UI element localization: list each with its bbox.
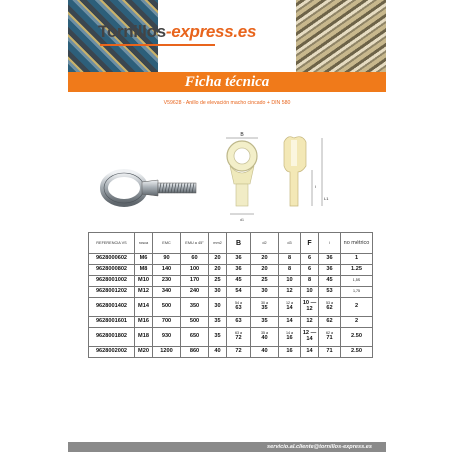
diagram-label-l: l bbox=[315, 184, 316, 189]
table-cell: 12 a 14 bbox=[279, 298, 301, 317]
table-row bbox=[89, 298, 373, 317]
table-cell: 2 bbox=[341, 317, 373, 328]
technical-diagram bbox=[206, 126, 336, 230]
table-cell: 9628001202 bbox=[89, 287, 135, 298]
table-cell: 53 bbox=[319, 287, 341, 298]
table-cell: 30 bbox=[209, 287, 227, 298]
table-cell: 9628002002 bbox=[89, 347, 135, 358]
header-cell: d3 bbox=[279, 233, 301, 254]
table-cell: 36 bbox=[319, 265, 341, 276]
header-cell: rosca bbox=[135, 233, 153, 254]
header-cell: l bbox=[319, 233, 341, 254]
table-cell: 12 — 14 bbox=[301, 328, 319, 347]
table-cell: 650 bbox=[181, 328, 209, 347]
header-cell: F bbox=[301, 233, 319, 254]
table-cell: 20 bbox=[251, 265, 279, 276]
table-cell: 20 bbox=[251, 254, 279, 265]
table-cell: 230 bbox=[153, 276, 181, 287]
table-cell: M8 bbox=[135, 265, 153, 276]
header-cell: EMU a 45° bbox=[181, 233, 209, 254]
table-cell: 8 bbox=[279, 265, 301, 276]
table-cell: 63 a 72 bbox=[227, 328, 251, 347]
contact-email[interactable]: servicio.al.cliente@tornillos-express.es bbox=[267, 444, 372, 450]
table-cell: 35 bbox=[209, 317, 227, 328]
table-cell: 40 bbox=[251, 347, 279, 358]
table-cell: 140 bbox=[153, 265, 181, 276]
table-cell: 1,75 bbox=[341, 287, 373, 298]
table-cell: 36 bbox=[319, 254, 341, 265]
table-cell: 500 bbox=[181, 317, 209, 328]
table-row bbox=[89, 287, 373, 298]
spec-table bbox=[88, 232, 373, 358]
table-cell: 340 bbox=[153, 287, 181, 298]
table-cell: M6 bbox=[135, 254, 153, 265]
table-cell: 14 bbox=[279, 317, 301, 328]
table-cell: M10 bbox=[135, 276, 153, 287]
table-cell: 100 bbox=[181, 265, 209, 276]
table-cell: 54 a 63 bbox=[227, 298, 251, 317]
table-cell: 53 a 62 bbox=[319, 298, 341, 317]
table-cell: 10 bbox=[301, 287, 319, 298]
table-cell: 63 bbox=[227, 317, 251, 328]
table-cell: M16 bbox=[135, 317, 153, 328]
table-cell: 350 bbox=[181, 298, 209, 317]
table-cell: 8 bbox=[301, 276, 319, 287]
table-cell: 16 bbox=[279, 347, 301, 358]
table-header-row bbox=[89, 233, 373, 254]
table-cell: 9628001002 bbox=[89, 276, 135, 287]
header-cell: mm2 bbox=[209, 233, 227, 254]
table-cell: 20 bbox=[209, 265, 227, 276]
table-cell: 62 a 71 bbox=[319, 328, 341, 347]
table-row bbox=[89, 276, 373, 287]
table-cell: 35 bbox=[209, 328, 227, 347]
header-cell: no métrico bbox=[341, 233, 373, 254]
table-cell: 9628000802 bbox=[89, 265, 135, 276]
table-cell: 860 bbox=[181, 347, 209, 358]
table-cell: 2.50 bbox=[341, 328, 373, 347]
table-cell: 10 — 12 bbox=[301, 298, 319, 317]
table-cell: 90 bbox=[153, 254, 181, 265]
table-cell: 6 bbox=[301, 265, 319, 276]
table-cell: 30 a 35 bbox=[251, 298, 279, 317]
page-title: Ficha técnica bbox=[184, 73, 270, 90]
table-cell: 170 bbox=[181, 276, 209, 287]
diagram-label-d1: d1 bbox=[240, 218, 244, 222]
table-cell: 36 bbox=[227, 254, 251, 265]
eyebolt-photo bbox=[98, 156, 210, 218]
table-cell: 30 bbox=[251, 287, 279, 298]
table-cell: 25 bbox=[251, 276, 279, 287]
table-cell: 54 bbox=[227, 287, 251, 298]
table-cell: 6 bbox=[301, 254, 319, 265]
table-cell: 12 bbox=[279, 287, 301, 298]
table-cell: 9628000602 bbox=[89, 254, 135, 265]
table-cell: 930 bbox=[153, 328, 181, 347]
table-cell: 240 bbox=[181, 287, 209, 298]
table-cell: 10 bbox=[279, 276, 301, 287]
table-cell: 30 bbox=[209, 298, 227, 317]
diagram-label-l1: L1 bbox=[324, 196, 329, 201]
table-cell: 8 bbox=[279, 254, 301, 265]
table-cell: 14 bbox=[301, 347, 319, 358]
header-cell: d2 bbox=[251, 233, 279, 254]
table-cell: 500 bbox=[153, 298, 181, 317]
table-cell: M12 bbox=[135, 287, 153, 298]
header-cell: REFERENCIA VS bbox=[89, 233, 135, 254]
table-cell: 71 bbox=[319, 347, 341, 358]
header-cell: B bbox=[227, 233, 251, 254]
diagram-label-b: B bbox=[240, 132, 244, 138]
table-cell: 20 bbox=[209, 254, 227, 265]
table-row bbox=[89, 317, 373, 328]
table-cell: 60 bbox=[181, 254, 209, 265]
table-cell: 45 bbox=[319, 276, 341, 287]
title-bar bbox=[68, 72, 386, 92]
table-cell: 9628001601 bbox=[89, 317, 135, 328]
table-cell: 40 bbox=[209, 347, 227, 358]
table-row bbox=[89, 265, 373, 276]
table-cell: 25 bbox=[209, 276, 227, 287]
screws-photo-right bbox=[296, 0, 386, 72]
table-cell: 14 a 16 bbox=[279, 328, 301, 347]
table-cell: 72 bbox=[227, 347, 251, 358]
table-cell: 1 bbox=[341, 254, 373, 265]
table-cell: M14 bbox=[135, 298, 153, 317]
brand-logo[interactable]: Tornillos-express.es bbox=[98, 22, 257, 41]
table-cell: 35 a 40 bbox=[251, 328, 279, 347]
table-row bbox=[89, 254, 373, 265]
table-cell: 62 bbox=[319, 317, 341, 328]
table-row bbox=[89, 347, 373, 358]
table-cell: 1,5S bbox=[341, 276, 373, 287]
table-row bbox=[89, 328, 373, 347]
table-cell: M18 bbox=[135, 328, 153, 347]
table-cell: 2 bbox=[341, 298, 373, 317]
table-cell: 1.25 bbox=[341, 265, 373, 276]
product-subtitle: V59628 - Anillo de elevación macho cincado + DIN 580 bbox=[163, 100, 291, 106]
footer-bar bbox=[68, 442, 386, 452]
table-cell: 2.50 bbox=[341, 347, 373, 358]
table-cell: 35 bbox=[251, 317, 279, 328]
table-cell: 12 bbox=[301, 317, 319, 328]
table-cell: 1200 bbox=[153, 347, 181, 358]
table-cell: 36 bbox=[227, 265, 251, 276]
table-cell: 700 bbox=[153, 317, 181, 328]
table-cell: 45 bbox=[227, 276, 251, 287]
table-cell: 9628001402 bbox=[89, 298, 135, 317]
table-cell: M20 bbox=[135, 347, 153, 358]
header-cell: EMC bbox=[153, 233, 181, 254]
table-cell: 9628001802 bbox=[89, 328, 135, 347]
logo-underline bbox=[100, 44, 215, 46]
